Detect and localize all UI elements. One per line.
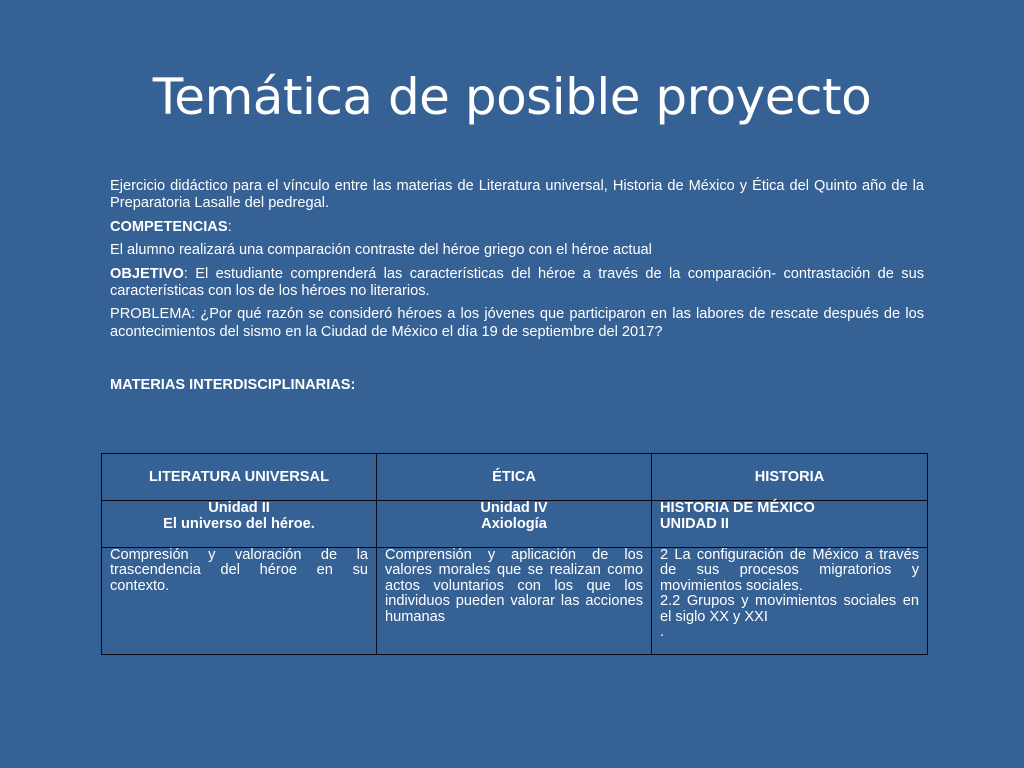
header-literatura: LITERATURA UNIVERSAL xyxy=(102,454,377,501)
unit-literatura-line2: El universo del héroe. xyxy=(163,515,315,532)
materias-heading xyxy=(110,377,924,394)
header-historia: HISTORIA xyxy=(652,454,928,501)
table-header-row xyxy=(102,454,928,501)
subjects-table xyxy=(101,453,928,655)
competencias-text: El alumno realizará una comparación contraste del héroe griego con el héroe actual xyxy=(110,242,652,259)
desc-historia-2: 2.2 Grupos y movimientos sociales en el siglo XX y XXI xyxy=(660,593,919,625)
competencias-label: COMPETENCIAS xyxy=(110,218,228,235)
objetivo-text: : El estudiante comprenderá las características del héroe a través de la comparación- contrastación de sus características con los de los héroes no literarios. xyxy=(110,265,924,300)
objetivo-paragraph xyxy=(110,266,924,301)
unit-etica xyxy=(377,501,652,548)
slide-title: Temática de posible proyecto xyxy=(152,68,872,126)
competencias-heading xyxy=(110,219,924,236)
unit-literatura-line1: Unidad II xyxy=(208,500,270,516)
unit-etica-line2: Axiología xyxy=(481,515,547,532)
unit-historia-line2: UNIDAD II xyxy=(660,515,729,532)
spacer xyxy=(110,347,924,377)
problema-paragraph: PROBLEMA: ¿Por qué razón se consideró héroes a los jóvenes que participaron en las labores de rescate después de los acontecimientos del sismo en la Ciudad de México el día 19 de septiembre del 2017? xyxy=(110,306,924,340)
desc-historia-3: . xyxy=(660,624,665,641)
desc-literatura: Compresión y valoración de la trascendencia del héroe en su contexto. xyxy=(102,548,377,655)
header-etica: ÉTICA xyxy=(377,454,652,501)
unit-etica-line1: Unidad IV xyxy=(480,500,548,516)
table-descriptions-row xyxy=(102,548,928,655)
intro-paragraph: Ejercicio didáctico para el vínculo entre las materias de Literatura universal, Historia de México y Ética del Quinto año de la Preparatoria Lasalle del pedregal. xyxy=(110,178,924,212)
desc-etica: Comprensión y aplicación de los valores morales que se realizan como actos voluntarios con los que los individuos pueden valorar las acciones humanas xyxy=(377,548,652,655)
content-body xyxy=(110,178,924,401)
desc-historia xyxy=(652,548,928,655)
desc-historia-1: 2 La configuración de México a través de sus procesos migratorios y movimientos sociales. xyxy=(660,547,919,594)
competencias-colon: : xyxy=(227,218,232,235)
objetivo-label: OBJETIVO xyxy=(110,265,184,282)
unit-literatura xyxy=(102,501,377,548)
table-units-row xyxy=(102,501,928,548)
unit-historia xyxy=(652,501,928,548)
materias-label: MATERIAS INTERDISCIPLINARIAS: xyxy=(110,377,356,394)
unit-historia-line1: HISTORIA DE MÉXICO xyxy=(660,500,815,516)
